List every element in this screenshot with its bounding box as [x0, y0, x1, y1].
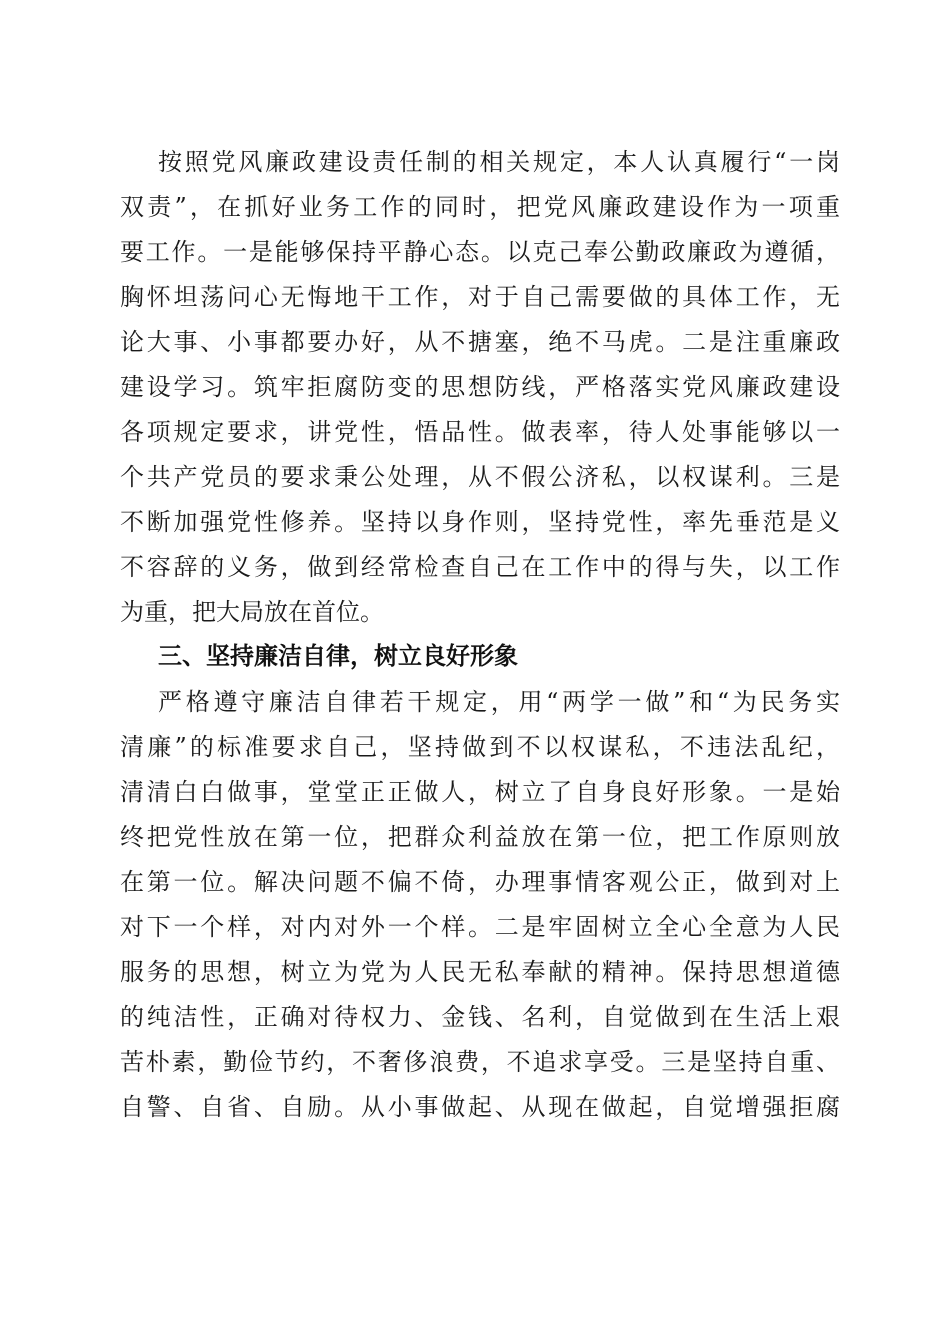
paragraph-line: 苦朴素，勤俭节约，不奢侈浪费，不追求享受。三是坚持自重、: [120, 1048, 840, 1076]
paragraph-line: 不断加强党性修养。坚持以身作则，坚持党性，率先垂范是义: [120, 508, 840, 536]
paragraph-line: 为重，把大局放在首位。: [120, 598, 384, 626]
paragraph-line: 的纯洁性，正确对待权力、金钱、名利，自觉做到在生活上艰: [120, 1003, 840, 1031]
paragraph-line: 清清白白做事，堂堂正正做人，树立了自身良好形象。一是始: [120, 778, 840, 806]
paragraph-line: 严格遵守廉洁自律若干规定，用“两学一做”和“为民务实: [158, 688, 840, 716]
paragraph-line: 服务的思想，树立为党为人民无私奉献的精神。保持思想道德: [120, 958, 840, 986]
paragraph-line: 双责”，在抓好业务工作的同时，把党风廉政建设作为一项重: [120, 193, 840, 221]
paragraph-line: 在第一位。解决问题不偏不倚，办理事情客观公正，做到对上: [120, 868, 840, 896]
paragraph-line: 对下一个样，对内对外一个样。二是牢固树立全心全意为人民: [120, 913, 840, 941]
paragraph-line: 要工作。一是能够保持平静心态。以克己奉公勤政廉政为遵循，: [120, 238, 840, 266]
paragraph-line: 各项规定要求，讲党性，悟品性。做表率，待人处事能够以一: [120, 418, 840, 446]
paragraph-line: 论大事、小事都要办好，从不搪塞，绝不马虎。二是注重廉政: [120, 328, 840, 356]
paragraph-line: 清廉”的标准要求自己，坚持做到不以权谋私，不违法乱纪，: [120, 733, 840, 761]
paragraph-line: 个共产党员的要求秉公处理，从不假公济私，以权谋利。三是: [120, 463, 840, 491]
section-heading: 三、坚持廉洁自律，树立良好形象: [158, 642, 518, 670]
paragraph-line: 建设学习。筑牢拒腐防变的思想防线，严格落实党风廉政建设: [120, 373, 840, 401]
paragraph-line: 终把党性放在第一位，把群众利益放在第一位，把工作原则放: [120, 823, 840, 851]
paragraph-line: 按照党风廉政建设责任制的相关规定，本人认真履行“一岗: [158, 148, 840, 176]
paragraph-line: 自警、自省、自励。从小事做起、从现在做起，自觉增强拒腐: [120, 1093, 840, 1121]
paragraph-line: 不容辞的义务，做到经常检查自己在工作中的得与失，以工作: [120, 553, 840, 581]
paragraph-line: 胸怀坦荡问心无悔地干工作，对于自己需要做的具体工作，无: [120, 283, 840, 311]
